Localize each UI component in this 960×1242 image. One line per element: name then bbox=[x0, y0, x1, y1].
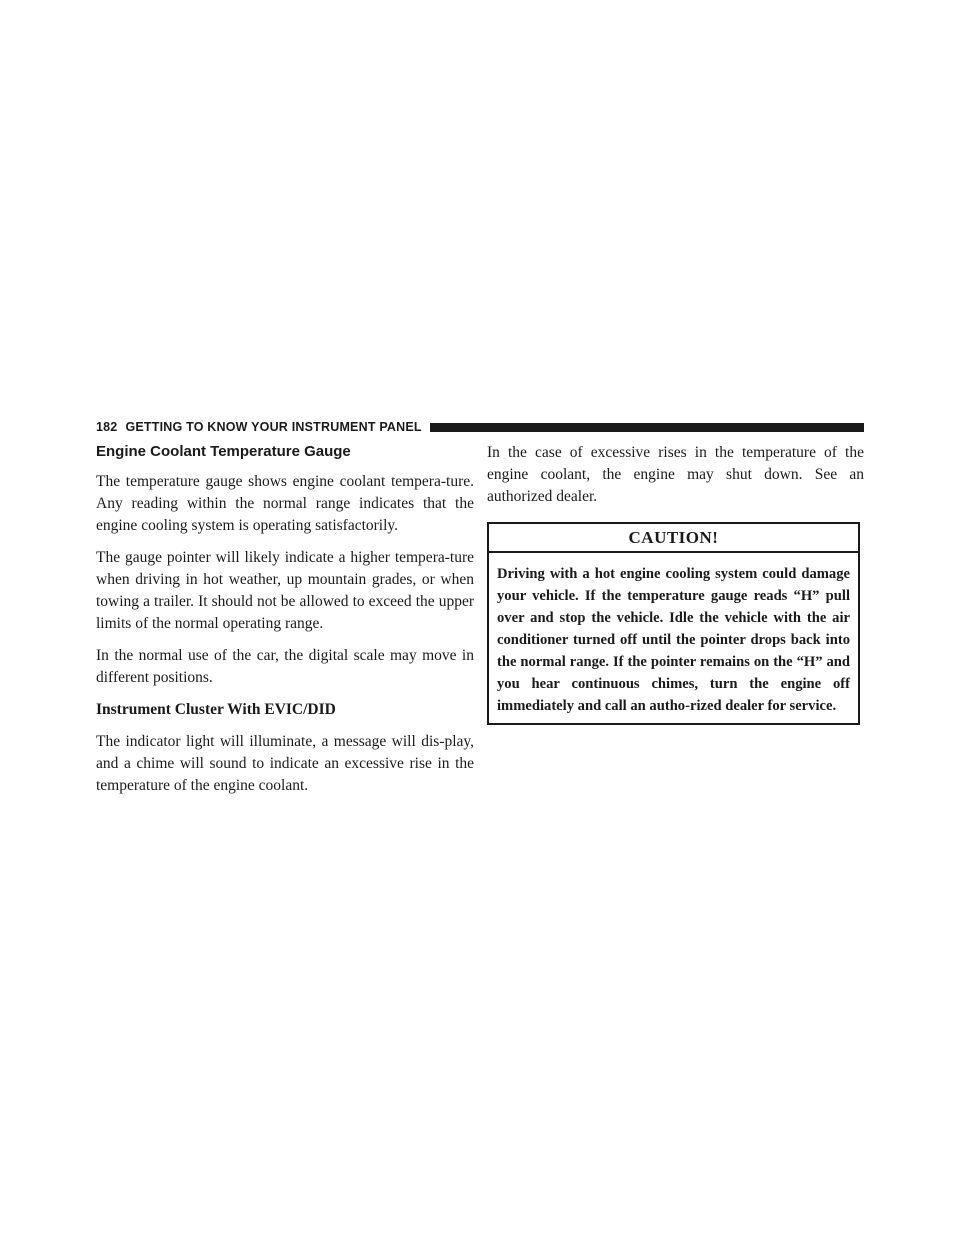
section-heading: Engine Coolant Temperature Gauge bbox=[96, 443, 351, 460]
caution-title: CAUTION! bbox=[489, 524, 858, 553]
paragraph-higher-temperature: The gauge pointer will likely indicate a higher tempera-ture when driving in hot weather, up mountain grades, or when towing a trailer. It should not be allowed to exceed the upper limits of the normal operating range. bbox=[96, 549, 474, 632]
subheading-evic-did: Instrument Cluster With EVIC/DID bbox=[96, 701, 336, 718]
left-column bbox=[96, 442, 474, 807]
header-rule bbox=[430, 423, 864, 432]
paragraph-digital-scale: In the normal use of the car, the digital scale may move in different positions. bbox=[96, 647, 474, 686]
section-title: GETTING TO KNOW YOUR INSTRUMENT PANEL bbox=[125, 420, 422, 434]
page-number: 182 bbox=[96, 420, 118, 434]
right-column bbox=[487, 442, 864, 725]
page-header bbox=[96, 416, 864, 438]
caution-box bbox=[487, 522, 860, 725]
paragraph-gauge-description: The temperature gauge shows engine coolant tempera-ture. Any reading within the normal range indicates that the engine cooling system is operating satisfactorily. bbox=[96, 473, 474, 534]
paragraph-indicator-light: The indicator light will illuminate, a message will dis-play, and a chime will sound to indicate an excessive rise in the temperature of the engine coolant. bbox=[96, 733, 474, 794]
caution-body: Driving with a hot engine cooling system could damage your vehicle. If the temperature gauge reads “H” pull over and stop the vehicle. Idle the vehicle with the air conditioner turned off until the pointer drops back into the normal range. If the pointer remains on the “H” and you hear continuous chimes, turn the engine off immediately and call an autho-rized dealer for service. bbox=[497, 566, 850, 714]
paragraph-engine-shutdown: In the case of excessive rises in the temperature of the engine coolant, the engine may shut down. See an authorized dealer. bbox=[487, 444, 864, 505]
